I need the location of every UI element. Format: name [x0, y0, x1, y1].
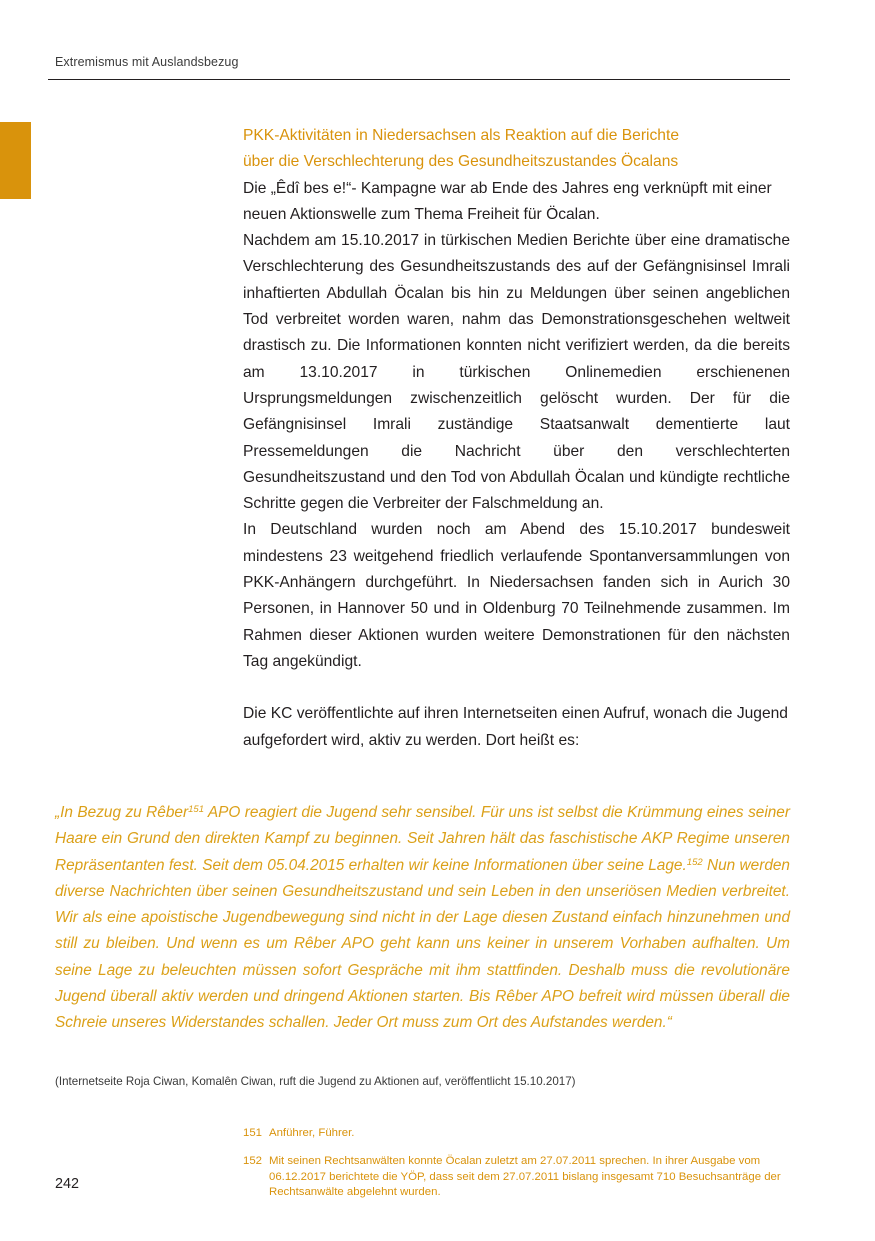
footnote-text: Mit seinen Rechtsanwälten konnte Öcalan zuletzt am 27.07.2011 sprechen. In ihrer Ausgabe vom 06.12.2017 berichtete die YÖP, dass seit dem 27.07.2011 bislang insgesamt 710 Besuchsanträge der Rechtsanwälte abgelehnt wurden. [269, 1155, 781, 1199]
quote-part-2: APO reagiert die Jugend sehr sensibel. Für uns ist selbst die Krümmung eines seiner Haare ein Grund den direkten Kampf zu beginnen. Seit Jahren hält das faschistische AKP Regime unseren Repräsentanten fest. Seit dem 05.04.2015 erhalten wir keine Informationen über seine Lage. [55, 804, 790, 874]
footnote-item [243, 1126, 793, 1141]
quote-part-1: „In Bezug zu Rêber [55, 804, 189, 821]
footnote-marker-151[interactable]: 151 [188, 804, 204, 816]
header-rule [48, 79, 790, 80]
footnote-text: Anführer, Führer. [269, 1127, 355, 1139]
page-number: 242 [55, 1176, 80, 1192]
footnote-number: 151 [243, 1127, 263, 1139]
section-title-line-1: PKK-Aktivitäten in Niedersachsen als Reaktion auf die Berichte [243, 127, 679, 144]
pull-quote-block [55, 800, 790, 1037]
running-header: Extremismus mit Auslandsbezug [55, 55, 239, 69]
page-title [243, 123, 790, 176]
pull-quote-text [55, 800, 790, 1037]
body-paragraph-1: Die „Êdî bes e!“- Kampagne war ab Ende des Jahres eng verknüpft mit einer neuen Aktionswelle zum Thema Freiheit für Öcalan. [243, 179, 772, 223]
section-title-line-2: über die Verschlechterung des Gesundheitszustandes Öcalans [243, 153, 679, 171]
footnote-list [243, 1126, 793, 1201]
chapter-edge-marker [0, 122, 31, 199]
footnote-number: 152 [243, 1155, 263, 1168]
quote-part-3: Nun werden diverse Nachrichten über seinen Gesundheitszustand und sein Leben in den unseriösen Medien verbreitet. Wir als eine apoistische Jugendbewegung sind nicht in der Lage diesen Zustand einfach hinzunehmen und still zu bleiben. Und wenn es um Rêber APO geht kann uns keiner in unserem Vorhaben aufhalten. Um seine Lage zu beleuchten müssen sofort Gespräche mit ihm stattfinden. Deshalb muss die revolutionäre Jugend überall aktiv werden und dringend Aktionen starten. Bis Rêber APO befreit wird müssen überall die Schreie unseres Widerstandes schallen. Jeder Ort muss zum Ort des Aufstandes werden.“ [55, 856, 790, 1032]
main-text-column [243, 123, 790, 754]
body-paragraph-3: In Deutschland wurden noch am Abend des 15.10.2017 bundesweit mindestens 23 weitgehend friedlich verlaufende Spontanversammlungen von PKK-Anhängern durchgeführt. In Niedersachsen fanden sich in Aurich 30 Personen, in Hannover 50 und in Oldenburg 70 Teilnehmende zusammen. Im Rahmen dieser Aktionen wurden weitere Demonstrationen für den nächsten Tag angekündigt. [243, 521, 790, 670]
quote-source-attribution: (Internetseite Roja Ciwan, Komalên Ciwan, ruft die Jugend zu Aktionen auf, veröffentlicht 15.10.2017) [55, 1075, 576, 1088]
body-paragraph-2: Nachdem am 15.10.2017 in türkischen Medien Berichte über eine dramatische Verschlechterung des Gesundheitszustands des auf der Gefängnisinsel Imrali inhaftierten Abdullah Öcalan bis hin zu Meldungen über seinen angeblichen Tod verbreitet worden waren, nahm das Demonstrationsgeschehen weltweit drastisch zu. Die Informationen konnten nicht verifiziert werden, da die bereits am 13.10.2017 in türkischen Onlinemedien erschienenen Ursprungsmeldungen zwischenzeitlich gelöscht wurden. Der für die Gefängnisinsel Imrali zuständige Staatsanwalt dementierte laut Pressemeldungen die Nachricht über den verschlechterten Gesundheitszustand und den Tod von Abdullah Öcalan und kündigte rechtliche Schritte gegen die Verbreiter der Falschmeldung an. [243, 232, 790, 513]
body-paragraph-4: Die KC veröffentlichte auf ihren Internetseiten einen Aufruf, wonach die Jugend aufgefordert wird, aktiv zu werden. Dort heißt es: [243, 705, 788, 749]
footnote-item [243, 1154, 793, 1200]
footnote-marker-152[interactable]: 152 [686, 856, 703, 868]
